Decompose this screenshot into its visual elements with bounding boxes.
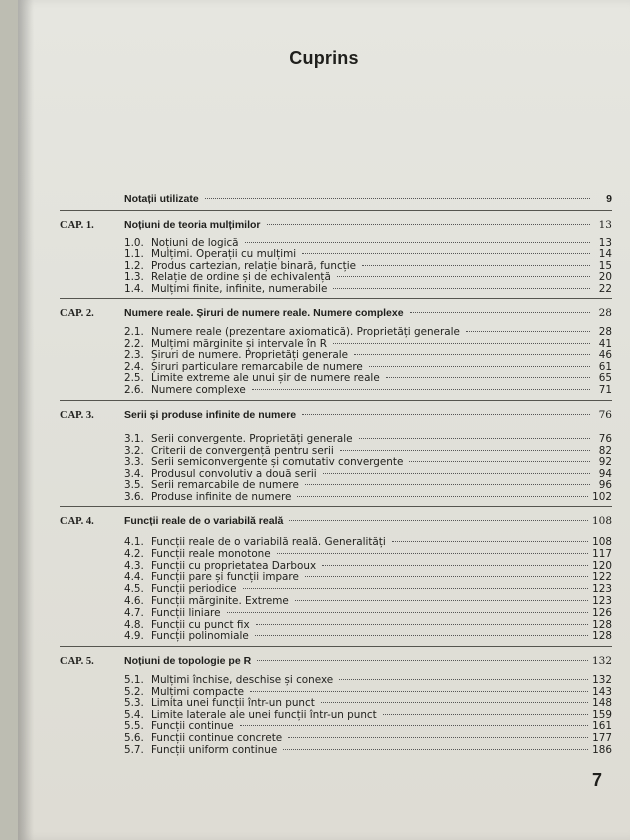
chapter-title: Funcții reale de o variabilă reală [124,515,284,527]
leader-dots [386,377,590,378]
section-page: 186 [592,743,612,756]
section-page: 128 [592,618,612,631]
section-number: 1.1. [124,248,144,261]
leader-dots [359,438,591,439]
section-title: Limite laterale ale unei funcții într-un punct [151,708,377,721]
section-entry [124,536,612,548]
section-page: 159 [592,708,612,721]
section-title: Limite extreme ale unui șir de numere reale [151,372,380,385]
section-page: 96 [598,479,612,492]
divider [60,298,612,299]
section-number: 4.4. [124,571,144,584]
chapter-page: 108 [591,515,612,527]
section-entry [124,283,612,295]
chapter-number: CAP. 5. [60,656,94,667]
section-page: 65 [598,372,612,385]
section-number: 3.4. [124,467,144,480]
section-page: 94 [598,467,612,480]
divider [60,400,612,401]
leader-dots [466,331,590,332]
section-title: Funcții pare și funcții impare [151,571,299,584]
leader-dots [410,312,590,313]
section-title: Funcții uniform continue [151,743,278,756]
section-entry [124,479,612,491]
section-number: 2.4. [124,360,144,373]
section-entry [124,732,612,744]
section-number: 4.1. [124,536,144,548]
section-title: Relație de ordine și de echivalență [151,271,331,284]
divider [60,210,612,211]
chapter-entry [60,655,612,667]
section-title: Numere reale (prezentare axiomatică). Proprietăți generale [151,326,460,338]
leader-dots [297,496,588,497]
section-number: 5.2. [124,685,144,698]
section-number: 2.1. [124,326,144,338]
section-number: 4.6. [124,595,144,607]
chapter-entry [60,219,612,231]
section-number: 5.1. [124,674,144,686]
leader-dots [288,737,588,738]
leader-dots [383,714,588,715]
chapter-entry [60,307,612,319]
section-entry [124,571,612,583]
leader-dots [354,354,590,355]
chapter-page: 28 [598,307,612,319]
section-entry [124,338,612,350]
section-entry [124,560,612,572]
section-entry [124,491,612,503]
section-title: Serii remarcabile de numere [151,479,299,492]
chapter-entry [60,409,612,421]
divider [60,506,612,507]
leader-dots [250,691,588,692]
section-number: 2.2. [124,337,144,350]
leader-dots [305,484,590,485]
section-page: 22 [598,282,612,295]
chapter-page: 132 [591,655,612,667]
section-title: Funcții reale de o variabilă reală. Generalități [151,536,386,548]
section-number: 1.2. [124,259,144,272]
section-entry [124,372,612,384]
section-title: Funcții periodice [151,583,237,596]
section-number: 1.4. [124,282,144,295]
section-title: Mulțimi mărginite și intervale în R [151,337,327,350]
page-title: Cuprins [289,48,359,68]
section-entry [124,384,612,396]
section-title: Serii convergente. Proprietăți generale [151,433,353,445]
section-entry [124,248,612,260]
section-page: 82 [598,444,612,457]
section-page: 15 [598,259,612,272]
section-number: 2.3. [124,349,144,362]
section-entry [124,583,612,595]
section-title: Mulțimi închise, deschise și conexe [151,674,334,686]
section-page: 102 [592,491,612,503]
section-page: 61 [598,360,612,373]
leader-dots [340,450,590,451]
section-title: Șiruri particulare remarcabile de numere [151,360,363,373]
leader-dots [339,679,588,680]
leader-dots [302,414,590,415]
section-entry [124,326,612,338]
section-title: Limita unei funcții într-un punct [151,697,315,710]
section-title: Produsul convolutiv a două serii [151,467,317,480]
leader-dots [240,725,589,726]
leader-dots [333,288,590,289]
leader-dots [369,366,590,367]
section-number: 4.9. [124,630,144,643]
section-page: 14 [598,248,612,261]
section-title: Șiruri de numere. Proprietăți generale [151,349,349,362]
section-entry [124,674,612,686]
section-number: 3.2. [124,444,144,457]
section-entry [124,709,612,721]
leader-dots [245,242,590,243]
section-entry [124,697,612,709]
chapter-page: 76 [598,409,612,421]
section-entry [124,456,612,468]
section-page: 120 [592,559,612,572]
section-page: 132 [592,674,612,686]
page-number: 7 [591,770,602,790]
section-entry [124,433,612,445]
section-number: 4.5. [124,583,144,596]
section-number: 3.1. [124,433,144,445]
leader-dots [392,541,588,542]
section-title: Funcții continue concrete [151,732,283,744]
section-title: Funcții continue [151,720,234,733]
leader-dots [255,635,588,636]
section-title: Produs cartezian, relație binară, funcție [151,259,357,272]
section-entry [124,619,612,631]
section-page: 71 [598,384,612,396]
section-entry [124,607,612,619]
leader-dots [257,660,588,661]
notation-page: 9 [606,193,612,205]
section-title: Mulțimi. Operații cu mulțimi [151,248,297,261]
section-entry [124,260,612,272]
section-title: Funcții mărginite. Extreme [151,595,289,607]
leader-dots [333,343,590,344]
section-number: 4.8. [124,618,144,631]
leader-dots [321,702,588,703]
section-number: 4.3. [124,559,144,572]
section-page: 76 [598,433,612,445]
leader-dots [256,624,589,625]
leader-dots [322,565,588,566]
section-page: 143 [592,685,612,698]
section-number: 3.5. [124,479,144,492]
leader-dots [323,473,590,474]
section-number: 3.3. [124,456,144,469]
section-entry [124,361,612,373]
section-page: 161 [592,720,612,733]
section-number: 2.6. [124,384,144,396]
section-page: 123 [592,595,612,607]
section-title: Funcții polinomiale [151,630,249,643]
notation-label: Notații utilizate [124,193,199,205]
section-number: 5.6. [124,732,144,744]
section-page: 122 [592,571,612,584]
leader-dots [283,749,588,750]
section-title: Funcții reale monotone [151,547,271,560]
section-page: 117 [592,547,612,560]
leader-dots [267,224,590,225]
chapter-number: CAP. 2. [60,308,94,319]
leader-dots [289,520,588,521]
section-page: 177 [592,732,612,744]
section-page: 28 [598,326,612,338]
chapter-number: CAP. 1. [60,220,94,231]
chapter-title: Noțiuni de teoria mulțimilor [124,219,261,231]
section-number: 4.2. [124,547,144,560]
section-page: 128 [592,630,612,643]
section-page: 108 [592,536,612,548]
section-entry [124,468,612,480]
section-title: Funcții cu punct fix [151,618,250,631]
leader-dots [277,553,588,554]
section-entry [124,720,612,732]
section-title: Mulțimi finite, infinite, numerabile [151,282,328,295]
section-entry [124,271,612,283]
leader-dots [337,276,590,277]
section-number: 5.7. [124,743,144,756]
section-entry [124,237,612,249]
book-page [18,0,630,840]
chapter-number: CAP. 3. [60,410,94,421]
leader-dots [409,461,590,462]
leader-dots [305,576,588,577]
chapter-number: CAP. 4. [60,516,94,527]
section-title: Criterii de convergență pentru serii [151,444,334,457]
section-entry [124,445,612,457]
leader-dots [362,265,590,266]
section-title: Noțiuni de logică [151,237,239,249]
section-entry [124,548,612,560]
section-page: 20 [598,271,612,284]
chapter-title: Noțiuni de topologie pe R [124,655,252,667]
chapter-page: 13 [598,219,612,231]
chapter-title: Serii și produse infinite de numere [124,409,297,421]
section-page: 41 [598,337,612,350]
section-number: 3.6. [124,491,144,503]
section-page: 92 [598,456,612,469]
section-title: Produse infinite de numere [151,491,292,503]
section-number: 1.0. [124,237,144,249]
section-title: Mulțimi compacte [151,685,245,698]
leader-dots [243,588,589,589]
section-number: 4.7. [124,606,144,619]
divider [60,646,612,647]
section-page: 46 [598,349,612,362]
leader-dots [252,389,590,390]
section-number: 5.5. [124,720,144,733]
section-page: 123 [592,583,612,596]
section-title: Numere complexe [151,384,246,396]
section-entry [124,349,612,361]
section-entry [124,686,612,698]
chapter-title: Numere reale. Șiruri de numere reale. Numere complexe [124,307,404,319]
leader-dots [205,198,590,199]
section-page: 13 [598,237,612,249]
section-entry [124,595,612,607]
section-page: 148 [592,697,612,710]
section-entry [124,744,612,756]
section-number: 1.3. [124,271,144,284]
notation-entry [124,193,612,205]
section-number: 5.4. [124,708,144,721]
chapter-entry [60,515,612,527]
section-title: Funcții cu proprietatea Darboux [151,559,317,572]
leader-dots [227,612,589,613]
leader-dots [295,600,588,601]
section-number: 2.5. [124,372,144,385]
leader-dots [302,253,590,254]
section-title: Funcții liniare [151,606,221,619]
section-entry [124,630,612,642]
section-title: Serii semiconvergente și comutativ convergente [151,456,404,469]
section-number: 5.3. [124,697,144,710]
section-page: 126 [592,606,612,619]
